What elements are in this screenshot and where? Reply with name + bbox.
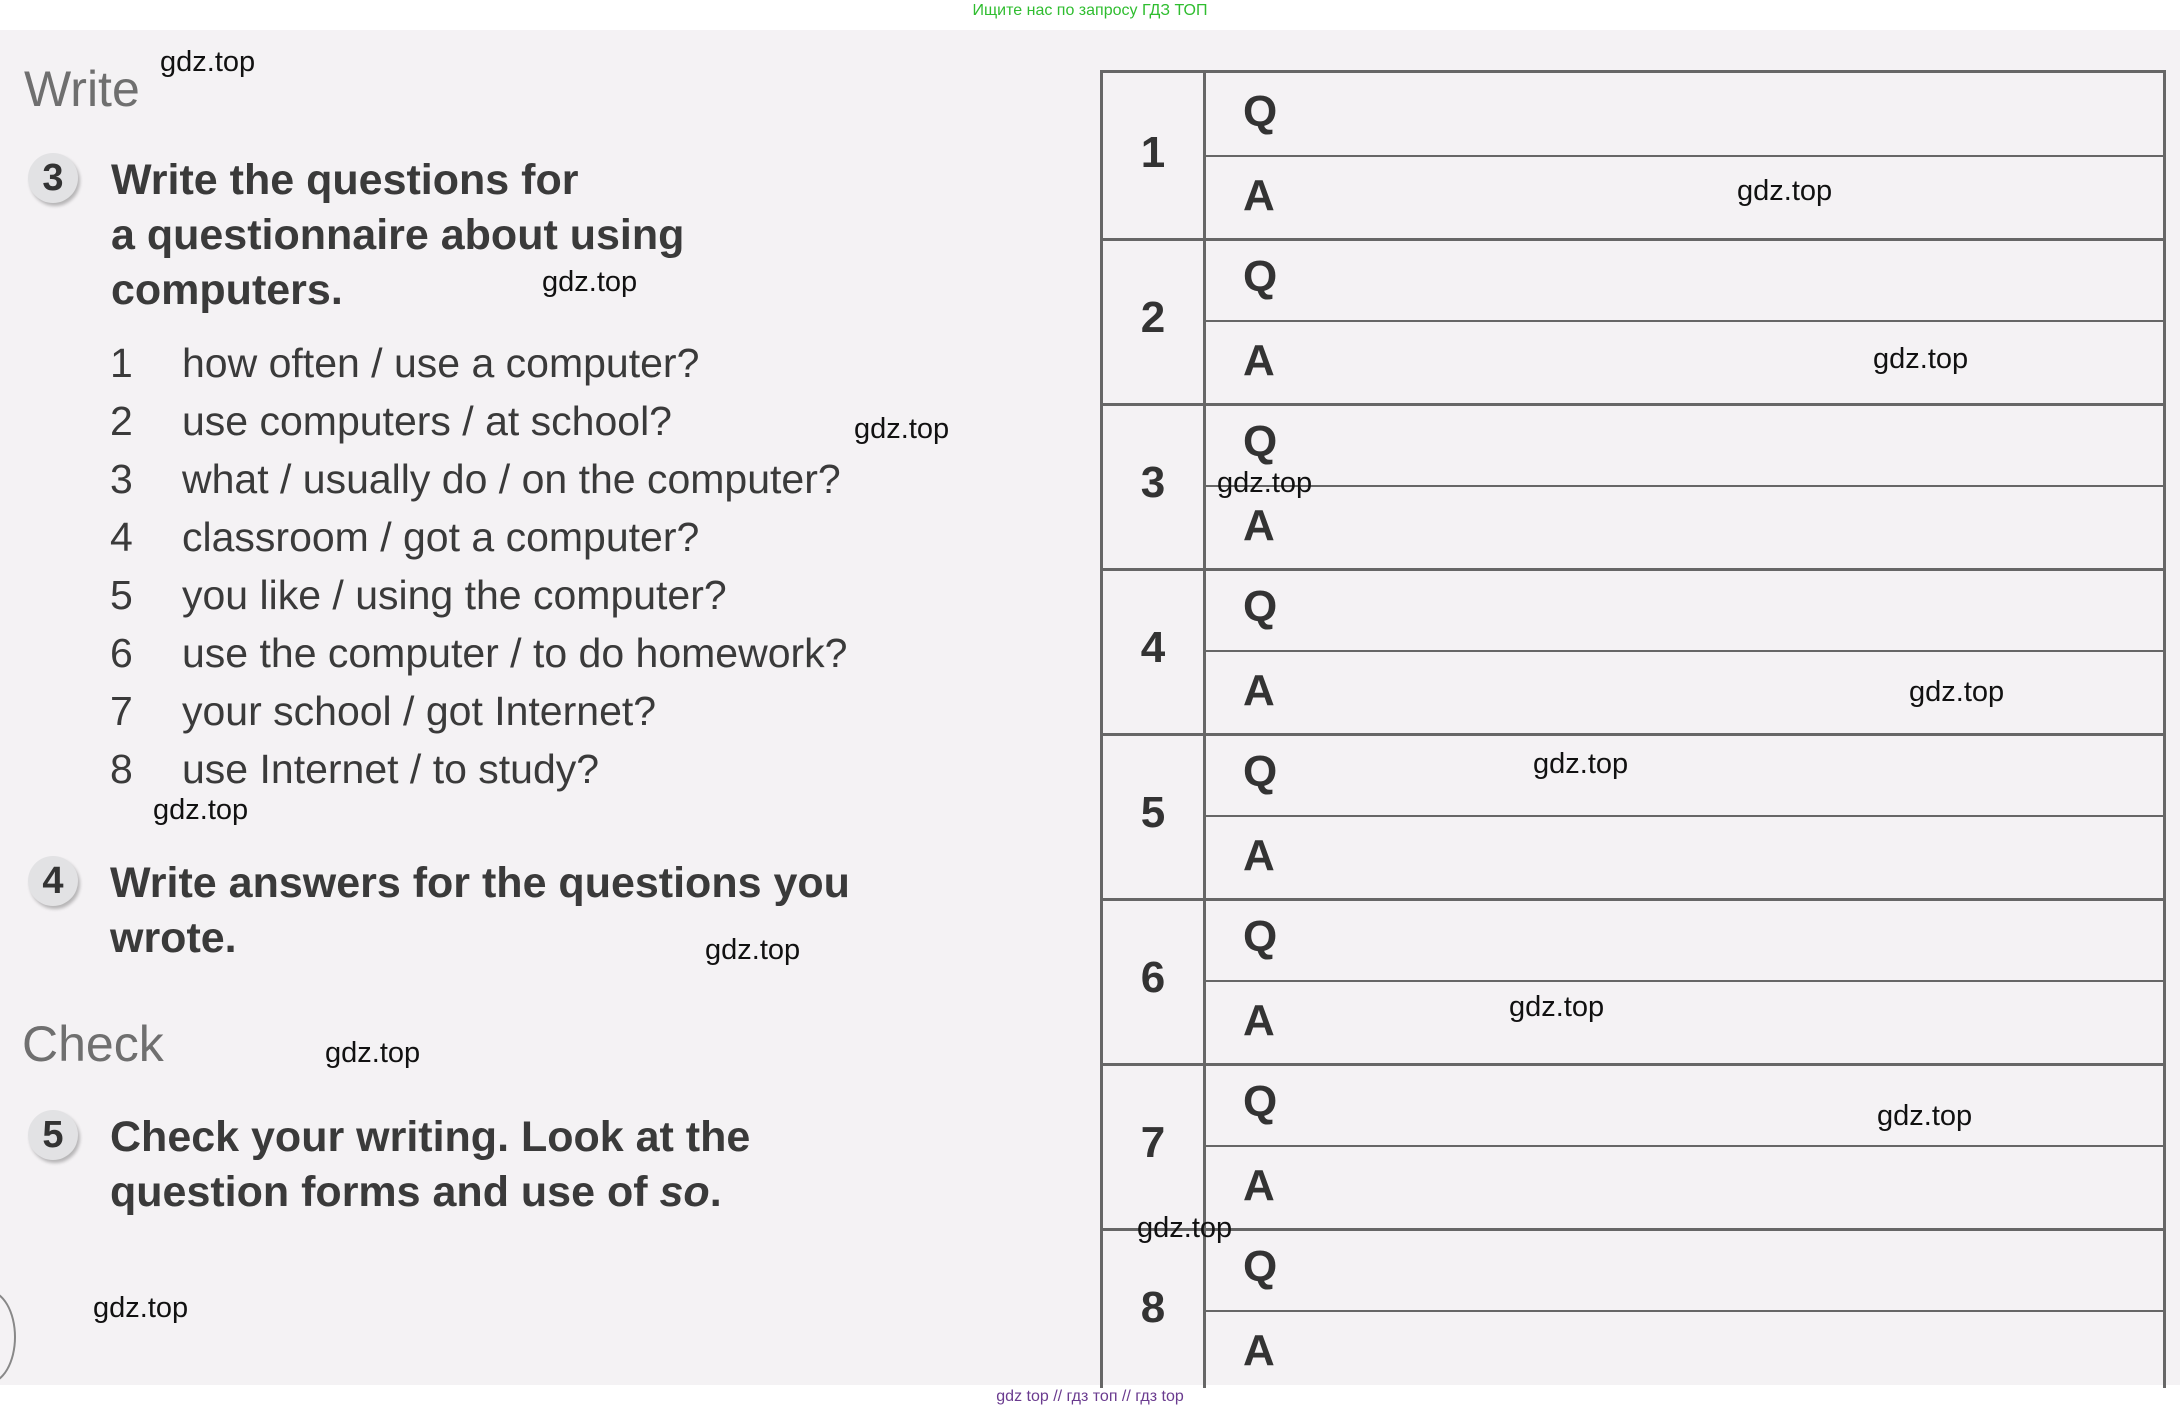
question-number: 1: [110, 339, 133, 386]
question-number: 6: [110, 629, 133, 676]
grid-half-separator: [1206, 485, 2163, 487]
write-heading: Write: [24, 61, 140, 117]
watermark: gdz.top: [93, 1292, 189, 1324]
question-line-label: Q: [1243, 912, 1278, 961]
answer-line-label: A: [1243, 1161, 1275, 1210]
grid-half-separator: [1206, 1145, 2163, 1147]
question-line-label: Q: [1243, 582, 1278, 631]
exercise-3-title-line: a questionnaire about using: [111, 211, 685, 259]
question-line-label: Q: [1243, 1077, 1278, 1126]
grid-row-separator: [1103, 1228, 2163, 1231]
question-item: [110, 624, 847, 682]
grid-row-number: 6: [1140, 953, 1166, 1002]
grid-row-separator: [1103, 568, 2163, 571]
grid-row-number: 5: [1140, 788, 1166, 837]
question-line-label: Q: [1243, 1242, 1278, 1291]
question-text: how often / use a computer?: [182, 339, 700, 386]
question-item: [110, 334, 847, 392]
exercise-5-title-text: question forms and use of: [110, 1168, 660, 1216]
question-text: use the computer / to do homework?: [182, 629, 848, 676]
grid-row-number: 2: [1140, 293, 1166, 342]
answer-line-label: A: [1243, 171, 1275, 220]
grid-half-separator: [1206, 320, 2163, 322]
watermark: gdz.top: [1737, 175, 1833, 207]
exercise-5-title-keyword: so: [659, 1168, 710, 1216]
question-number: 7: [110, 687, 133, 734]
watermark: gdz.top: [325, 1037, 421, 1069]
question-line-label: Q: [1243, 417, 1278, 466]
watermark: gdz.top: [1877, 1100, 1973, 1132]
watermark: gdz.top: [153, 794, 249, 826]
answer-line-label: A: [1243, 336, 1275, 385]
question-number: 3: [110, 455, 133, 502]
watermark: gdz.top: [1873, 343, 1969, 375]
exercise-4-title-line: Write answers for the questions you: [110, 859, 850, 907]
grid-row-separator: [1103, 733, 2163, 736]
question-list: [110, 334, 847, 798]
question-line-label: Q: [1243, 87, 1278, 136]
grid-row-number: 4: [1140, 623, 1166, 672]
answer-line-label: A: [1243, 996, 1275, 1045]
watermark: gdz.top: [854, 413, 950, 445]
watermark: gdz.top: [160, 46, 256, 78]
question-number: 4: [110, 513, 133, 560]
grid-half-separator: [1206, 980, 2163, 982]
question-item: [110, 450, 847, 508]
question-item: [110, 392, 847, 450]
question-text: use computers / at school?: [182, 397, 672, 444]
grid-half-separator: [1206, 155, 2163, 157]
watermark: gdz.top: [705, 934, 801, 966]
answer-line-label: A: [1243, 501, 1275, 550]
question-item: [110, 740, 847, 798]
question-number: 8: [110, 745, 133, 792]
question-text: classroom / got a computer?: [182, 513, 700, 560]
answer-line-label: A: [1243, 666, 1275, 715]
grid-half-separator: [1206, 650, 2163, 652]
grid-row-number: 1: [1140, 128, 1166, 177]
question-number: 2: [110, 397, 133, 444]
grid-row-separator: [1103, 403, 2163, 406]
question-item: [110, 508, 847, 566]
watermark: gdz.top: [1509, 991, 1605, 1023]
question-line-label: Q: [1243, 252, 1278, 301]
exercise-5-title-period: .: [709, 1168, 722, 1216]
exercise-5-title-line: [110, 1165, 750, 1220]
watermark: gdz.top: [1909, 676, 2005, 708]
grid-row-number: 7: [1140, 1118, 1166, 1167]
question-text: use Internet / to study?: [182, 745, 600, 792]
answer-line-label: A: [1243, 1326, 1275, 1375]
question-text: your school / got Internet?: [182, 687, 657, 734]
question-item: [110, 566, 847, 624]
answer-grid: [1100, 70, 2166, 1388]
watermark: gdz.top: [1533, 748, 1629, 780]
watermark: gdz.top: [1137, 1212, 1233, 1244]
watermark: gdz.top: [542, 266, 638, 298]
grid-row-number: 3: [1140, 458, 1166, 507]
grid-half-separator: [1206, 815, 2163, 817]
exercise-5-title-line: Check your writing. Look at the: [110, 1113, 751, 1161]
exercise-5-number: 5: [28, 1110, 78, 1160]
question-text: what / usually do / on the computer?: [182, 455, 841, 502]
exercise-3-title-line: Write the questions for: [111, 156, 579, 204]
grid-half-separator: [1206, 1310, 2163, 1312]
row-number-column: [1103, 73, 1206, 1388]
grid-row-separator: [1103, 238, 2163, 241]
bottom-banner[interactable]: gdz top // гдз топ // гдз top: [996, 1388, 1184, 1405]
question-line-label: Q: [1243, 747, 1278, 796]
top-banner[interactable]: Ищите нас по запросу ГДЗ ТОП: [972, 2, 1208, 19]
watermark: gdz.top: [1217, 467, 1313, 499]
grid-row-separator: [1103, 1063, 2163, 1066]
exercise-4-title-line: wrote.: [110, 914, 237, 962]
grid-row-number: 8: [1140, 1283, 1166, 1332]
question-item: [110, 682, 847, 740]
exercise-5-title: [110, 1110, 750, 1220]
exercise-3-title-line: computers.: [111, 266, 343, 314]
exercise-4-number: 4: [28, 856, 78, 906]
exercise-3-number: 3: [28, 153, 78, 203]
question-text: you like / using the computer?: [182, 571, 727, 618]
check-heading: Check: [22, 1016, 164, 1072]
answer-line-label: A: [1243, 831, 1275, 880]
question-number: 5: [110, 571, 133, 618]
grid-row-separator: [1103, 898, 2163, 901]
